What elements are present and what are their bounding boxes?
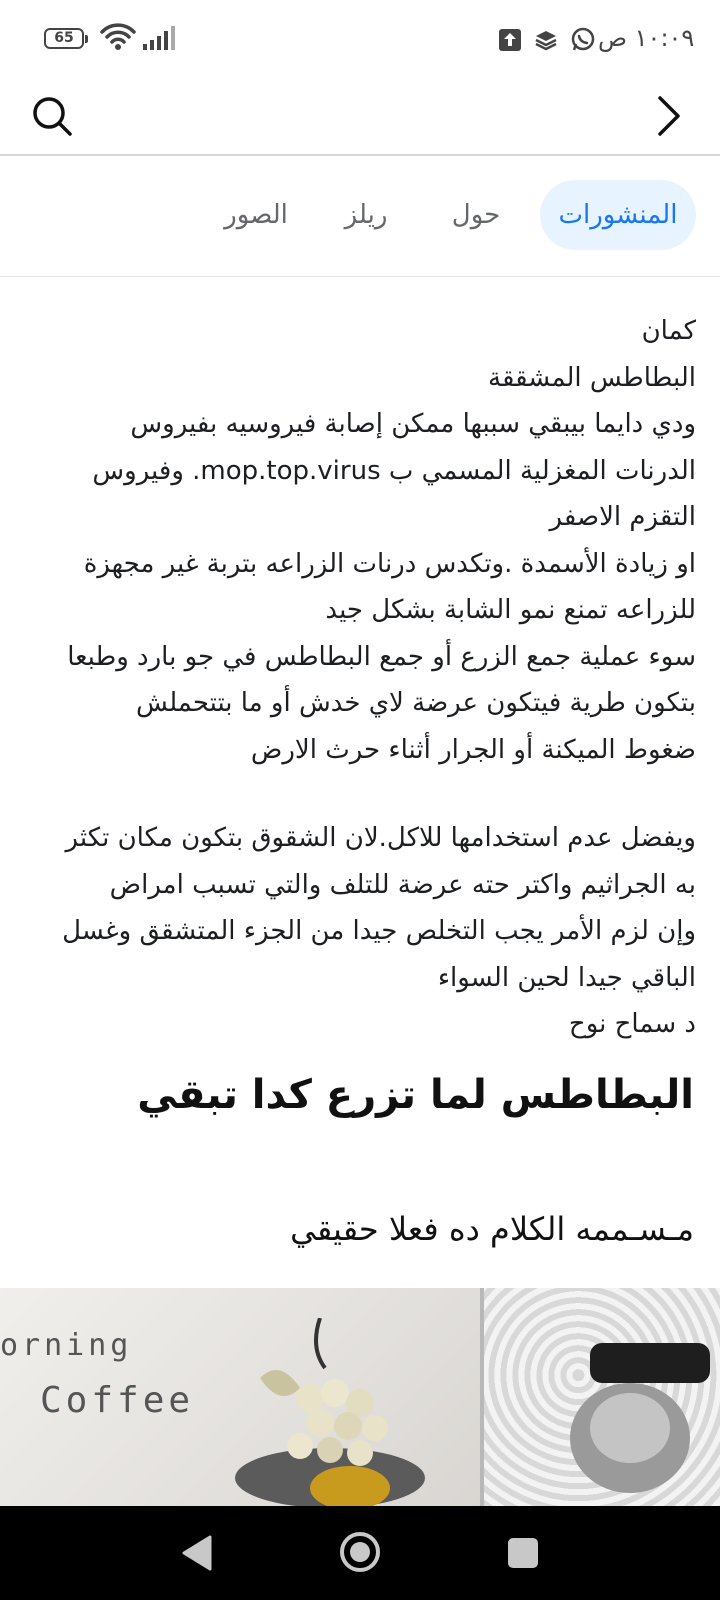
- whatsapp-icon: [570, 27, 596, 53]
- post-line: ودي دايما بيبقي سببها ممكن إصابة فيروسيه بفيروس: [130, 409, 696, 439]
- post-image[interactable]: [0, 1288, 720, 1506]
- profile-tabs: [0, 156, 720, 277]
- tab-about[interactable]: حول: [451, 200, 501, 230]
- post-line: للزراعه تمنع نمو الشابة بشكل جيد: [325, 595, 696, 625]
- post-line: الباقي جيدا لحين السواء: [437, 962, 696, 993]
- system-nav-bar: [0, 1506, 720, 1600]
- battery-level: 65: [54, 30, 74, 46]
- post-line: بتكون طرية فيتكون عرضة لاي خدش أو ما بتتحملش: [136, 688, 696, 718]
- post-line: الدرنات المغزلية المسمي ب mop.top.virus. وفيروس: [92, 455, 696, 486]
- upload-icon: [498, 28, 522, 52]
- status-time: ١٠:٠٩ ص: [598, 24, 695, 52]
- post-line: ويفضل عدم استخدامها للاكل.لان الشقوق بتكون مكان تكثر: [65, 823, 696, 853]
- grapes-bowl-illustration: [200, 1318, 460, 1506]
- signal-icon: [142, 26, 178, 50]
- tab-photos[interactable]: الصور: [224, 200, 288, 230]
- status-bar: [0, 0, 720, 80]
- post-line: وإن لزم الأمر يجب التخلص جيدا من الجزء المتشقق وغسل: [62, 916, 696, 946]
- post-line: كمان: [641, 316, 696, 346]
- post-line: او زيادة الأسمدة .وتكدس درنات الزراعه بتربة غير مجهزة: [83, 548, 696, 579]
- battery-icon: [44, 28, 84, 49]
- image-text: orning: [0, 1328, 133, 1363]
- tab-reels[interactable]: ريلز: [344, 200, 388, 230]
- post-author: د سماح نوح: [568, 1009, 696, 1039]
- wifi-icon: [100, 22, 136, 52]
- kettle-illustration: [560, 1318, 720, 1506]
- layers-icon: [534, 28, 558, 52]
- tab-posts[interactable]: المنشورات: [540, 180, 696, 250]
- image-text: Coffee: [40, 1380, 195, 1421]
- search-icon[interactable]: [30, 94, 74, 138]
- post-heading: البطاطس لما تزرع كدا تبقي: [137, 1072, 694, 1118]
- post-subheading: مـسـممه الكلام ده فعلا حقيقي: [290, 1210, 694, 1248]
- nav-back-icon[interactable]: [180, 1534, 214, 1572]
- post-line: سوء عملية جمع الزرع أو جمع البطاطس في جو بارد وطبعا: [67, 641, 696, 672]
- post-line: ضغوط الميكنة أو الجرار أثناء حرث الارض: [250, 734, 696, 765]
- nav-recents-icon[interactable]: [508, 1538, 538, 1568]
- post-line: به الجراثيم واكتر حته عرضة للتلف والتي تسبب امراض: [109, 869, 696, 900]
- post-body: [24, 308, 696, 1048]
- chevron-right-icon[interactable]: [648, 92, 688, 140]
- top-header: [0, 80, 720, 156]
- nav-home-icon[interactable]: [339, 1531, 381, 1573]
- post-line: التقزم الاصفر: [549, 502, 696, 532]
- post-line: البطاطس المشققة: [488, 362, 696, 393]
